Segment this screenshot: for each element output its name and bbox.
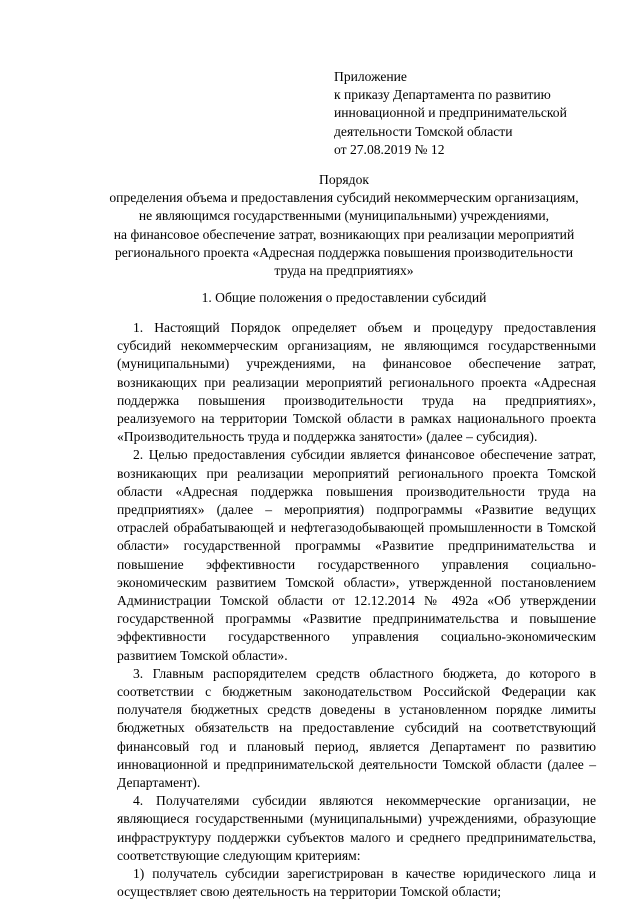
title-heading: Порядок	[319, 172, 369, 187]
appendix-line: инновационной и предпринимательской	[334, 105, 567, 121]
paragraph: 1) получатель субсидии зарегистрирован в качестве юридического лица и осуществляет свою деятельность на территории Томской области;	[117, 866, 596, 900]
document-title	[102, 171, 586, 280]
title-line: не являющимся государственными (муниципальными) учреждениями,	[138, 208, 550, 224]
title-line: определения объема и предоставления субсидий некоммерческим организациям,	[109, 190, 579, 206]
title-line: труда на предприятиях»	[274, 263, 414, 279]
appendix-line: от 27.08.2019 № 12	[334, 141, 445, 157]
paragraph: 2. Целью предоставления субсидии является финансовое обеспечение затрат, возникающих при реализации мероприятий регионального проекта Томской области «Адресная поддержка повышения производительности труда на предприятиях» (далее – мероприятия) подпрограммы «Развитие ведущих отраслей обрабатывающей и нефтегазодобывающей промышленности в Томской области» государственной программы «Развитие предпринимательства и повышение эффективности государственного управления социально-экономическим развитием Томской области», утвержденной постановлением Администрации Томской области от 12.12.2014 № 492а «Об утверждении государственной программы «Развитие предпринимательства и повышение эффективности государственного управления социально-экономическим развитием Томской области».	[117, 447, 596, 663]
paragraph: 4. Получателями субсидии являются некоммерческие организации, не являющиеся государственными (муниципальными) учреждениями, образующие инфраструктуру поддержки субъектов малого и среднего предпринимательства, соответствующие следующим критериям:	[117, 793, 596, 863]
section-body	[117, 319, 596, 902]
appendix-line: к приказу Департамента по развитию	[334, 87, 551, 103]
appendix-note	[334, 68, 624, 159]
title-line: регионального проекта «Адресная поддержка повышения производительности	[114, 244, 574, 260]
section-heading: 1. Общие положения о предоставлении субсидий	[201, 290, 487, 305]
paragraph: 3. Главным распорядителем средств областного бюджета, до которого в соответствии с бюджетным законодательством Российской Федерации как получателя бюджетных средств доведены в установленном порядке лимиты бюджетных обязательств на предоставление субсидий на соответствующий финансовый год и плановый период, является Департамент по развитию инновационной и предпринимательской деятельности Томской области (далее – Департамент).	[117, 665, 596, 791]
appendix-line: Приложение	[334, 69, 407, 84]
paragraph: 1. Настоящий Порядок определяет объем и процедуру предоставления субсидий некоммерческим организациям, не являющимся государственными (муниципальными) учреждениями, на финансовое обеспечение затрат, возникающих при реализации мероприятий регионального проекта «Адресная поддержка повышения производительности труда на предприятиях», реализуемого на территории Томской области в рамках национального проекта «Производительность труда и поддержка занятости» (далее – субсидия).	[117, 320, 596, 445]
title-line: на финансовое обеспечение затрат, возникающих при реализации мероприятий	[113, 226, 575, 242]
appendix-line: деятельности Томской области	[334, 123, 513, 139]
